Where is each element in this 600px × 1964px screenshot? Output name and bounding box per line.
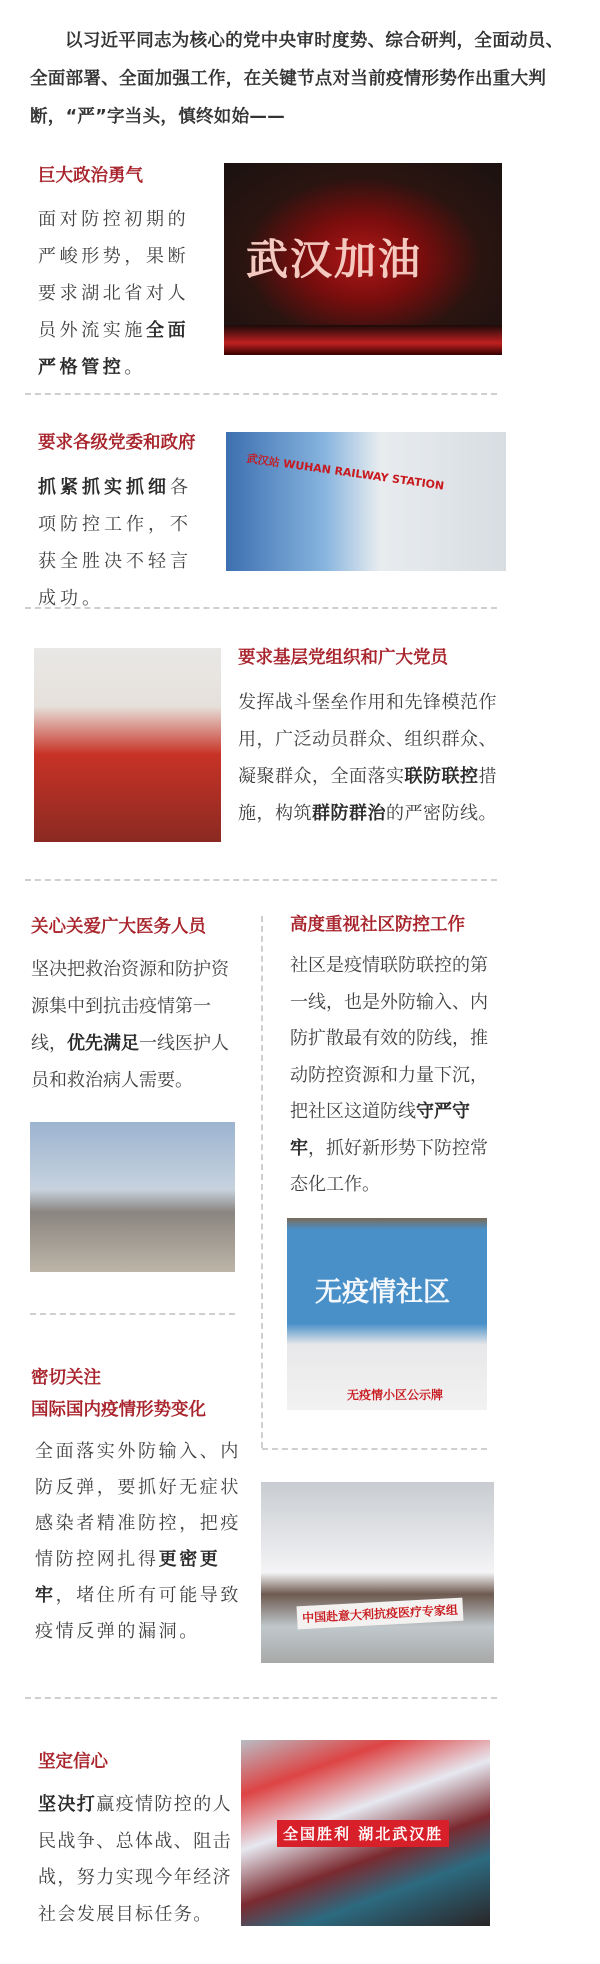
column-divider: [261, 916, 263, 1448]
divider: [25, 607, 497, 609]
body-text: 一线医护人员和救治病人需要。: [31, 1033, 229, 1091]
section-title: 关心关爱广大医务人员: [31, 917, 206, 937]
body-emphasis: 优先满足: [67, 1033, 139, 1054]
photo-sign-text: 全国胜利 湖北武汉胜: [277, 1820, 449, 1847]
body-text: 的严密防线。: [386, 803, 497, 824]
body-text: 社区是疫情联防联控的第一线，也是外防输入、内防扩散最有效的防线，推动防控资源和力量下沉，把社区这道防线: [290, 955, 488, 1122]
section-body: [38, 1787, 248, 1933]
photo-medical-workers-crowd: [241, 1740, 490, 1926]
photo-sign-text: 武汉加油: [246, 235, 423, 284]
body-emphasis: 更密更牢: [35, 1549, 221, 1606]
section-title: 要求基层党组织和广大党员: [238, 648, 448, 668]
section-title: 坚定信心: [38, 1752, 108, 1772]
divider: [25, 879, 497, 881]
body-emphasis: 群防群治: [312, 803, 386, 824]
body-emphasis: 抓紧抓实抓细: [38, 477, 170, 498]
photo-sign-text: 武汉站 WUHAN RAILWAY STATION: [245, 451, 445, 493]
body-emphasis: 守严守牢: [290, 1101, 470, 1159]
section-body: [31, 951, 237, 1099]
body-text: 各项防控工作，不获全胜决不轻言成功。: [38, 477, 192, 609]
section-body: [38, 469, 202, 617]
photo-sign-text: 无疫情社区: [315, 1277, 450, 1308]
body-text: 发挥战斗堡垒作用和先锋模范作用，广泛动员群众、组织群众、凝聚群众，全面落实: [238, 692, 497, 787]
section-title: 要求各级党委和政府: [38, 433, 196, 453]
body-text: 。: [124, 357, 147, 378]
photo-epidemic-free-community-sign: [287, 1218, 487, 1410]
body-text: 面对防控初期的严峻形势，果断要求湖北省对人员外流实施: [38, 209, 190, 341]
divider: [262, 1448, 487, 1450]
section-title: 巨大政治勇气: [38, 166, 143, 186]
photo-wuhan-jiayou-building: [224, 163, 502, 355]
body-text: ，堵住所有可能导致疫情反弹的漏洞。: [35, 1585, 242, 1642]
section-body: [38, 201, 196, 386]
body-text: 全面落实外防输入、内防反弹，要抓好无症状感染者精准防控，把疫情防控网扎得: [35, 1441, 241, 1570]
body-emphasis: 联防联控: [404, 766, 479, 787]
photo-cargo-plane: [30, 1122, 235, 1272]
divider: [30, 1313, 235, 1315]
section-body: [290, 948, 490, 1204]
photo-community-volunteers: [34, 648, 221, 842]
photo-wuhan-railway-station: [226, 432, 506, 571]
body-emphasis: 坚决打: [38, 1794, 97, 1815]
body-text: 措施，构筑: [238, 766, 497, 824]
body-text: 坚决把救治资源和防护资源集中到抗击疫情第一线，: [31, 959, 229, 1054]
photo-medical-team-italy: [261, 1482, 494, 1663]
photo-banner-text: 中国赴意大利抗疫医疗专家组: [297, 1598, 464, 1630]
section-title-line2: 国际国内疫情形势变化: [31, 1400, 206, 1420]
section-title: 密切关注: [31, 1368, 101, 1388]
section-title: 高度重视社区防控工作: [290, 915, 465, 935]
body-emphasis: 全面严格管控: [38, 320, 190, 378]
body-text: ，抓好新形势下防控常态化工作。: [290, 1137, 488, 1195]
body-text: 赢疫情防控的人民战争、总体战、阻击战，努力实现今年经济社会发展目标任务。: [38, 1794, 233, 1925]
photo-sign-text: 无疫情小区公示牌: [347, 1388, 444, 1402]
section-body: [35, 1434, 241, 1650]
divider: [25, 393, 497, 395]
section-body: [238, 684, 508, 832]
divider: [25, 1697, 497, 1699]
intro-paragraph: 以习近平同志为核心的党中央审时度势、综合研判，全面动员、全面部署、全面加强工作，在关键节点对当前疫情形势作出重大判断，“严”字当头，慎终如始——: [30, 31, 564, 127]
